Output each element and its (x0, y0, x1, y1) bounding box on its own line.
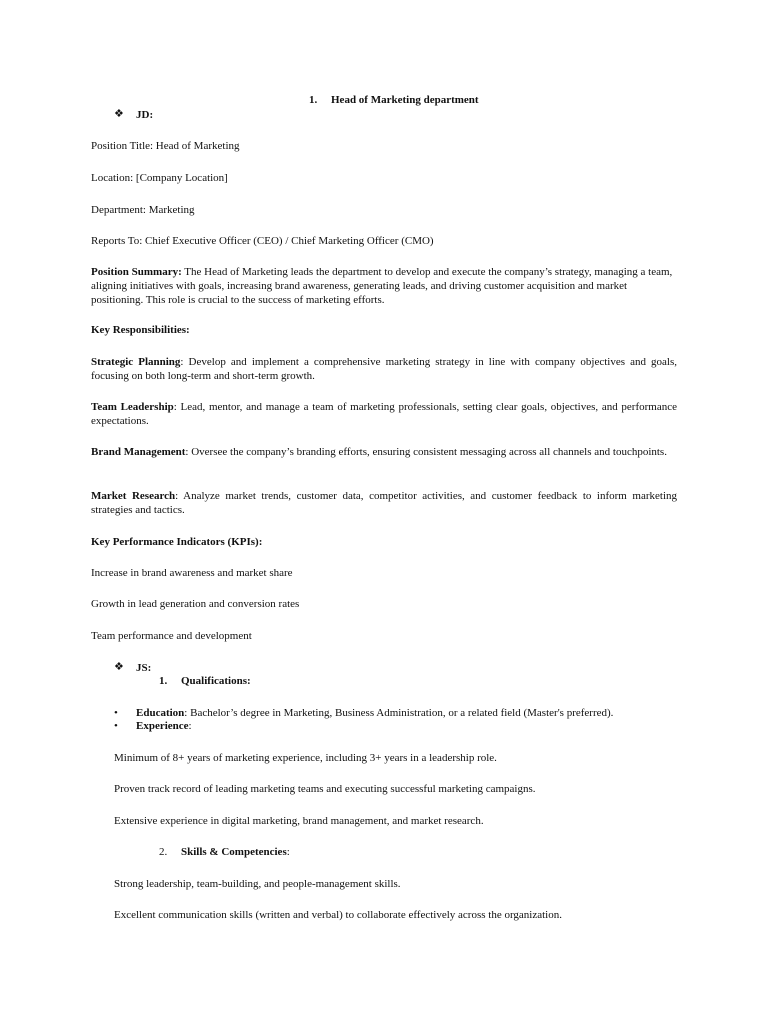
education-item (136, 706, 613, 720)
skills-number: 2. (159, 846, 168, 858)
kpi-item: Increase in brand awareness and market share (91, 567, 293, 579)
skill-item: Excellent communication skills (written and verbal) to collaborate effectively across the organization. (114, 909, 562, 921)
reports-to: Reports To: Chief Executive Officer (CEO) / Chief Marketing Officer (CMO) (91, 235, 434, 247)
list-bullet-icon: • (114, 707, 118, 719)
responsibility-text: : Develop and implement a comprehensive marketing strategy in line with company objectives and goals, focusing on both long-term and short-term growth. (91, 356, 677, 382)
kpi-item: Team performance and development (91, 630, 252, 642)
responsibility-label: Brand Management (91, 446, 186, 458)
responsibility-text: : Lead, mentor, and manage a team of marketing professionals, setting clear goals, objectives, and performance expectations. (91, 401, 677, 427)
responsibility-item (91, 355, 677, 383)
summary-label: Position Summary: (91, 266, 182, 278)
education-label: Education (136, 707, 185, 719)
diamond-bullet-icon: ❖ (114, 108, 124, 120)
js-label: JS: (136, 662, 152, 674)
kpi-item: Growth in lead generation and conversion rates (91, 598, 300, 610)
heading-number: 1. (309, 94, 318, 106)
responsibility-item (91, 445, 677, 459)
responsibility-text: : Analyze market trends, customer data, competitor activities, and customer feedback to inform marketing strategies and tactics. (91, 490, 677, 516)
responsibility-item (91, 400, 677, 428)
responsibility-label: Market Research (91, 490, 176, 502)
location: Location: [Company Location] (91, 172, 228, 184)
skills-heading (181, 845, 290, 859)
position-title: Position Title: Head of Marketing (91, 140, 240, 152)
kpi-heading: Key Performance Indicators (KPIs): (91, 536, 263, 548)
skills-heading-suffix: : (286, 846, 290, 858)
experience-detail: Minimum of 8+ years of marketing experience, including 3+ years in a leadership role. (114, 752, 497, 764)
position-summary (91, 265, 681, 307)
department: Department: Marketing (91, 204, 195, 216)
jd-label: JD: (136, 109, 154, 121)
responsibility-label: Strategic Planning (91, 356, 181, 368)
diamond-bullet-icon: ❖ (114, 661, 124, 673)
experience-item (136, 719, 192, 733)
experience-colon: : (188, 720, 192, 732)
key-responsibilities-heading: Key Responsibilities: (91, 324, 190, 336)
responsibility-item (91, 489, 677, 517)
skills-heading-text: Skills & Competencies (181, 846, 287, 858)
education-text: : Bachelor’s degree in Marketing, Business Administration, or a related field (Master's preferred). (184, 707, 614, 719)
qualifications-heading: Qualifications: (181, 675, 251, 687)
list-bullet-icon: • (114, 720, 118, 732)
skill-item: Strong leadership, team-building, and people-management skills. (114, 878, 401, 890)
page-title: Head of Marketing department (331, 94, 479, 106)
qualifications-number: 1. (159, 675, 168, 687)
responsibility-label: Team Leadership (91, 401, 174, 413)
responsibility-text: : Oversee the company’s branding efforts, ensuring consistent messaging across all channels and touchpoints. (185, 446, 667, 458)
experience-detail: Extensive experience in digital marketing, brand management, and market research. (114, 815, 484, 827)
experience-label: Experience (136, 720, 189, 732)
experience-detail: Proven track record of leading marketing teams and executing successful marketing campaigns. (114, 783, 536, 795)
summary-text: The Head of Marketing leads the department to develop and execute the company’s strategy, managing a team, aligning initiatives with goals, increasing brand awareness, generating leads, and driving customer acquisition and market positioning. This role is crucial to the success of marketing efforts. (91, 266, 673, 306)
